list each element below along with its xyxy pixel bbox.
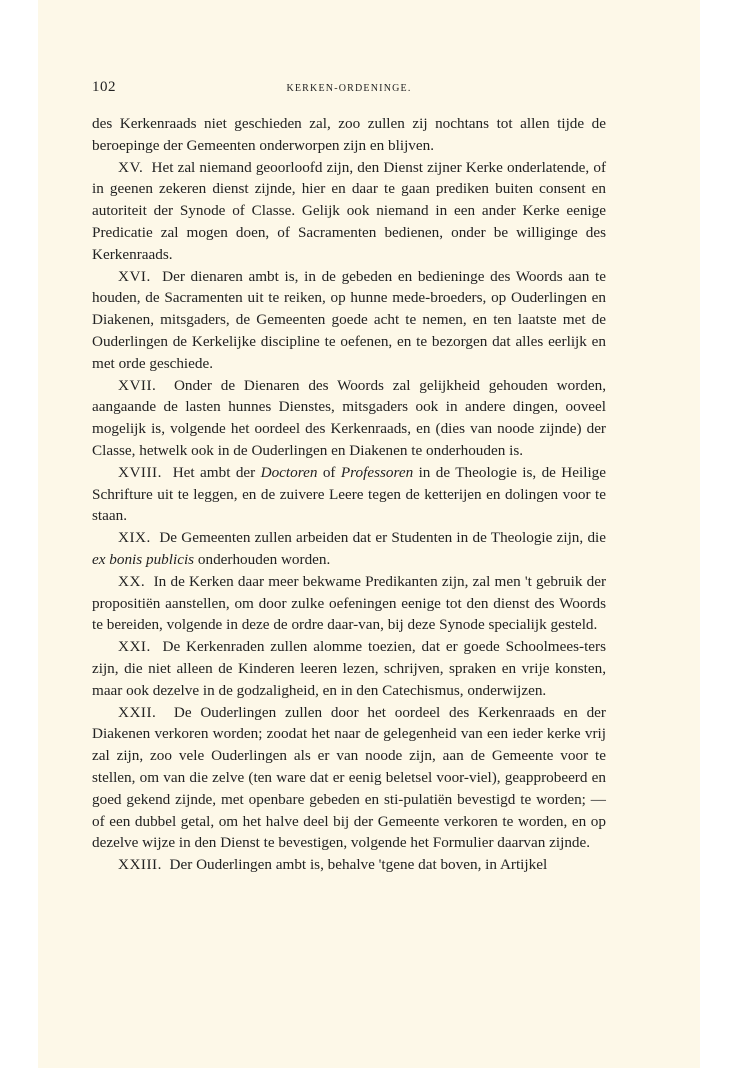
article-number: XV.: [118, 158, 144, 176]
article-text: Der dienaren ambt is, in de gebeden en bedieninge des Woords aan te houden, de Sacramenten uit te reiken, op hunne mede-broeders, op Ouderlingen en Diakenen, mitsgaders, de Gemeenten goede acht te nemen, en ten laatste met de Ouderlingen de Kerkelijke discipline te oefenen, en te bezorgen dat alles eerlijk en met orde geschiede.: [92, 267, 606, 372]
article-text: Onder de Dienaren des Woords zal gelijkheid gehouden worden, aangaande de lasten hunnes Dienstes, mitsgaders ook in andere dingen, ooveel mogelijk is, volgende het oordeel des Kerkenraads, en (dies van noode zijnde) der Classe, hetwelk ook in de Ouderlingen en Diakenen te onderhouden is.: [92, 376, 607, 459]
article-text: in de Theologie is, de Heilige Schrifture uit te leggen, en de zuivere Leere tegen de ketterijen en dolingen voor te staan.: [92, 463, 607, 525]
article-xv: [92, 157, 606, 266]
article-text: De Kerkenraden zullen alomme toezien, dat er goede Schoolmees-ters zijn, die niet alleen de Kinderen leeren lezen, schrijven, spraken en vrije konsten, maar ook dezelve in de godzaligheid, en in den Catechismus, onderwijzen.: [92, 638, 606, 699]
article-text: Het zal niemand geoorloofd zijn, den Dienst zijner Kerke onderlatende, of in geenen zekeren dienst zijnde, hier en daar te gaan prediken buiten consent en autoriteit der Synode of Classe. Gelijk ook niemand in een ander Kerke eenige Predicatie zal mogen doen, of Sacramenten bedienen, onder be williginge des Kerkenraads.: [92, 158, 606, 263]
article-number: XVIII.: [118, 463, 162, 481]
article-xviii: [92, 462, 606, 527]
scan-margin-left: [0, 0, 38, 1068]
article-xxi: [92, 636, 606, 701]
article-number: XXI.: [118, 638, 151, 656]
article-text: De Gemeenten zullen arbeiden dat er Studenten in de Theologie zijn, die: [159, 529, 607, 547]
article-xxii: [92, 702, 606, 855]
body-text: [92, 113, 606, 876]
article-text: Der Ouderlingen ambt is, behalve 'tgene dat boven, in Artijkel: [169, 856, 548, 874]
article-text: De Ouderlingen zullen door het oordeel des Kerkenraads en der Diakenen verkoren worden; zoodat het naar de gelegenheid van een ieder kerke vrij zal zijn, zoo vele Ouderlingen als er van noode zijn, aan de Gemeente voor te stellen, om van die zelve (ten ware dat er eenig beletsel voor-viel), geapprobeerd en goed gekend zijnde, met openbare gebeden en sti-pulatiën bevestigd te worden; — of een dubbel getal, om het halve deel bij der Gemeente verkoren te worden, en op dezelve wijze in den Dienst te bevestigen, volgende het Formulier daarvan zijnde.: [92, 703, 606, 852]
article-number: XXII.: [118, 703, 157, 721]
article-xx: [92, 571, 606, 636]
article-text: In de Kerken daar meer bekwame Predikanten zijn, zal men 't gebruik der propositiën aanstellen, om door zulke oefeningen eenige tot den dienst des Woords te bereiden, volgende in deze de ordre daar-van, bij deze Synode specialijk gesteld.: [92, 572, 607, 634]
italic-term: ex bonis publicis: [92, 550, 195, 568]
scan-margin-right: [700, 0, 738, 1068]
article-number: XIX.: [118, 529, 151, 547]
italic-term: Professoren: [340, 463, 414, 481]
article-xvii: [92, 375, 606, 462]
running-title: KERKEN-ORDENINGE.: [286, 83, 412, 94]
italic-term: Doctoren: [260, 463, 318, 481]
article-text: Het ambt der: [172, 463, 261, 481]
paragraph-text: des Kerkenraads niet geschieden zal, zoo zullen zij nochtans tot allen tijde de beroepinge der Gemeenten onderworpen zijn en blijven.: [92, 115, 606, 154]
article-text: of: [317, 463, 341, 481]
article-number: XX.: [118, 572, 146, 590]
page-number: 102: [92, 79, 116, 95]
page-header: [92, 79, 606, 101]
article-number: XVII.: [118, 376, 157, 394]
paragraph-continuation: [92, 113, 606, 157]
article-number: XVI.: [118, 267, 151, 285]
article-xvi: [92, 266, 606, 375]
article-text: onderhouden worden.: [194, 550, 331, 568]
article-number: XXIII.: [118, 856, 162, 874]
article-xix: [92, 527, 606, 571]
article-xxiii: [92, 854, 606, 876]
